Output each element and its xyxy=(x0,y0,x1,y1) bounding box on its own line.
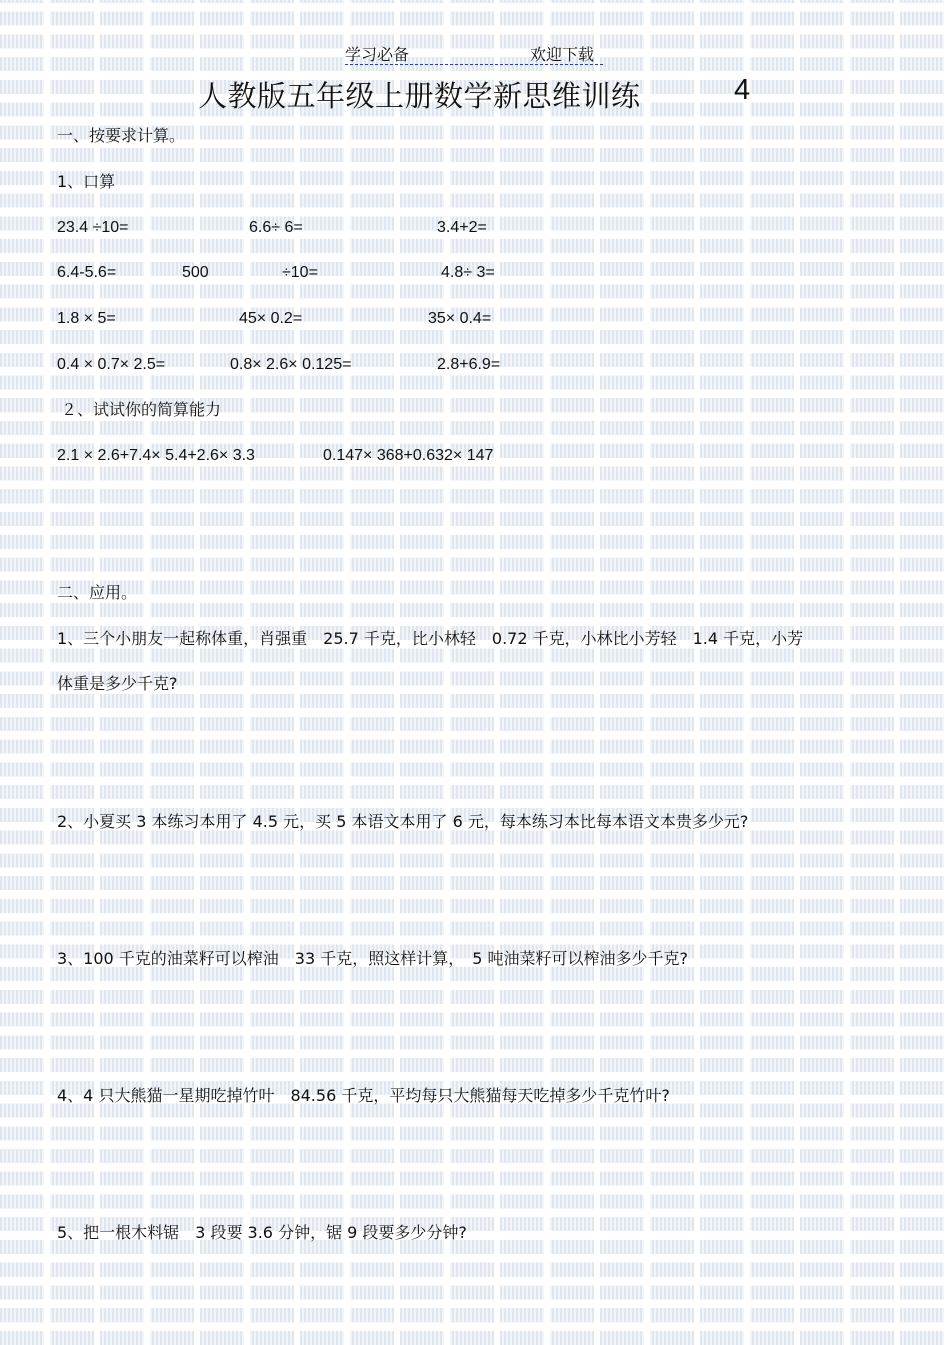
question-1-line-1: 1、三个小朋友一起称体重，肖强重 25.7 千克，比小林轻 0.72 千克，小林比小芳轻 1.4 千克，小芳 xyxy=(57,629,804,648)
mental-item: 1.8 × 5= xyxy=(57,310,116,327)
question-2: 2、小夏买 3 本练习本用了 4.5 元，买 5 本语文本用了 6 元，每本练习本比每本语文本贵多少元? xyxy=(57,812,749,831)
page-header xyxy=(0,40,950,66)
section1-sub2: ２、试试你的简算能力 xyxy=(61,400,222,419)
mental-item: 2.8+6.9= xyxy=(437,356,501,373)
section1-sub1: 1、口算 xyxy=(57,172,116,191)
section2-heading: 二、应用。 xyxy=(57,583,138,602)
mental-item: 3.4+2= xyxy=(437,219,487,236)
title-text: 人教版五年级上册数学新思维训练 xyxy=(198,79,641,113)
mental-item: 500 xyxy=(182,264,209,281)
section1-heading: 一、按要求计算。 xyxy=(57,126,186,145)
mental-item: 6.4-5.6= xyxy=(57,264,117,281)
question-5: 5、把一根木料锯 3 段要 3.6 分钟，锯 9 段要多少分钟? xyxy=(57,1223,467,1242)
header-right-text: 欢迎下载 xyxy=(530,45,595,64)
simplify-item: 2.1 × 2.6+7.4× 5.4+2.6× 3.3 xyxy=(57,447,255,464)
mental-item: ÷10= xyxy=(282,264,318,281)
simplify-item: 0.147× 368+0.632× 147 xyxy=(323,447,494,464)
question-4: 4、4 只大熊猫一星期吃掉竹叶 84.56 千克，平均每只大熊猫每天吃掉多少千克竹叶? xyxy=(57,1086,670,1105)
header-divider xyxy=(345,64,603,65)
question-1-line-2: 体重是多少千克? xyxy=(57,674,178,693)
page-title xyxy=(198,74,751,115)
title-number: 4 xyxy=(734,74,751,106)
mental-item: 0.4 × 0.7× 2.5= xyxy=(57,356,166,373)
header-left-text: 学习必备 xyxy=(345,45,410,64)
mental-item: 4.8÷ 3= xyxy=(441,264,495,281)
mental-item: 0.8× 2.6× 0.125= xyxy=(230,356,352,373)
mental-item: 35× 0.4= xyxy=(428,310,492,327)
question-3: 3、100 千克的油菜籽可以榨油 33 千克，照这样计算， 5 吨油菜籽可以榨油多少千克? xyxy=(57,949,689,968)
mental-item: 6.6÷ 6= xyxy=(249,219,303,236)
mental-item: 45× 0.2= xyxy=(239,310,303,327)
mental-item: 23.4 ÷10= xyxy=(57,219,129,236)
